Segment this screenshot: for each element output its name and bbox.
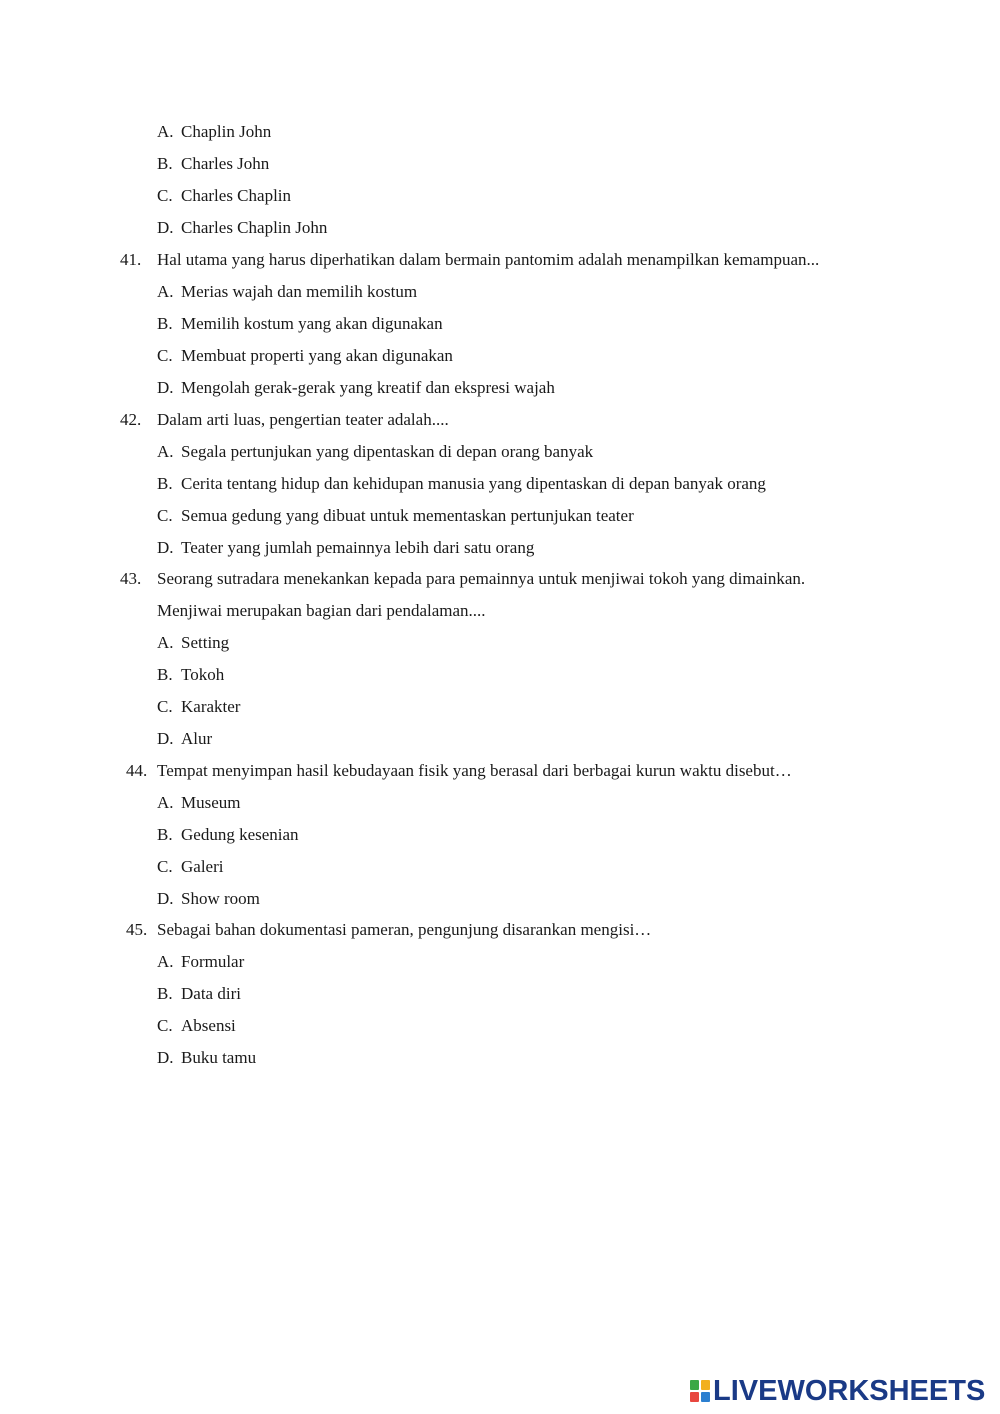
option-letter: B.	[157, 154, 173, 173]
question-text: Menjiwai merupakan bagian dari pendalaman....	[157, 601, 486, 620]
option-letter: D.	[157, 1048, 174, 1067]
option-text: Museum	[181, 793, 241, 812]
option-letter: A.	[157, 793, 174, 812]
logo-square	[690, 1380, 699, 1390]
question-number: 41.	[120, 250, 142, 269]
logo-square	[690, 1392, 699, 1402]
question-text: Sebagai bahan dokumentasi pameran, pengunjung disarankan mengisi…	[157, 920, 652, 939]
option-text: Galeri	[181, 857, 224, 876]
option-text: Charles John	[181, 154, 270, 173]
logo-text: LIVEWORKSHEETS	[713, 1374, 986, 1407]
option-text: Absensi	[181, 1016, 236, 1035]
liveworksheets-logo-icon	[690, 1380, 710, 1402]
option-text: Charles Chaplin John	[181, 218, 328, 237]
question-text: Seorang sutradara menekankan kepada para pemainnya untuk menjiwai tokoh yang dimainkan.	[157, 569, 806, 588]
option-letter: C.	[157, 186, 173, 205]
option-letter: B.	[157, 474, 173, 493]
option-text: Membuat properti yang akan digunakan	[181, 346, 453, 365]
option-letter: B.	[157, 665, 173, 684]
option-text: Show room	[181, 889, 260, 908]
question-number: 45.	[126, 920, 148, 939]
option-letter: B.	[157, 984, 173, 1003]
option-letter: A.	[157, 282, 174, 301]
option-text: Cerita tentang hidup dan kehidupan manusia yang dipentaskan di depan banyak orang	[181, 474, 766, 493]
question-text: Hal utama yang harus diperhatikan dalam bermain pantomim adalah menampilkan kemampuan...	[157, 250, 820, 269]
logo-square	[701, 1392, 710, 1402]
option-letter: C.	[157, 506, 173, 525]
option-text: Gedung kesenian	[181, 825, 299, 844]
question-number: 44.	[126, 761, 148, 780]
option-letter: C.	[157, 857, 173, 876]
option-letter: A.	[157, 442, 174, 461]
option-text: Semua gedung yang dibuat untuk mementaskan pertunjukan teater	[181, 506, 634, 525]
question-text: Dalam arti luas, pengertian teater adalah....	[157, 410, 449, 429]
option-letter: D.	[157, 889, 174, 908]
option-letter: C.	[157, 697, 173, 716]
option-text: Segala pertunjukan yang dipentaskan di depan orang banyak	[181, 442, 594, 461]
option-letter: A.	[157, 952, 174, 971]
option-letter: C.	[157, 1016, 173, 1035]
option-text: Tokoh	[181, 665, 225, 684]
question-text: Tempat menyimpan hasil kebudayaan fisik yang berasal dari berbagai kurun waktu disebut…	[157, 761, 792, 780]
option-text: Memilih kostum yang akan digunakan	[181, 314, 443, 333]
option-text: Setting	[181, 633, 230, 652]
option-text: Chaplin John	[181, 122, 272, 141]
option-text: Karakter	[181, 697, 241, 716]
logo-square	[701, 1380, 710, 1390]
option-letter: C.	[157, 346, 173, 365]
option-letter: D.	[157, 218, 174, 237]
option-letter: D.	[157, 378, 174, 397]
option-letter: A.	[157, 633, 174, 652]
question-number: 43.	[120, 569, 142, 588]
option-letter: D.	[157, 538, 174, 557]
option-letter: A.	[157, 122, 174, 141]
option-letter: B.	[157, 825, 173, 844]
option-text: Data diri	[181, 984, 241, 1003]
option-text: Charles Chaplin	[181, 186, 292, 205]
option-letter: B.	[157, 314, 173, 333]
option-letter: D.	[157, 729, 174, 748]
option-text: Merias wajah dan memilih kostum	[181, 282, 418, 301]
option-text: Mengolah gerak-gerak yang kreatif dan ekspresi wajah	[181, 378, 555, 397]
liveworksheets-logo[interactable]	[690, 1376, 985, 1406]
option-text: Alur	[181, 729, 213, 748]
option-text: Teater yang jumlah pemainnya lebih dari satu orang	[181, 538, 535, 557]
option-text: Buku tamu	[181, 1048, 257, 1067]
question-number: 42.	[120, 410, 142, 429]
option-text: Formular	[181, 952, 245, 971]
